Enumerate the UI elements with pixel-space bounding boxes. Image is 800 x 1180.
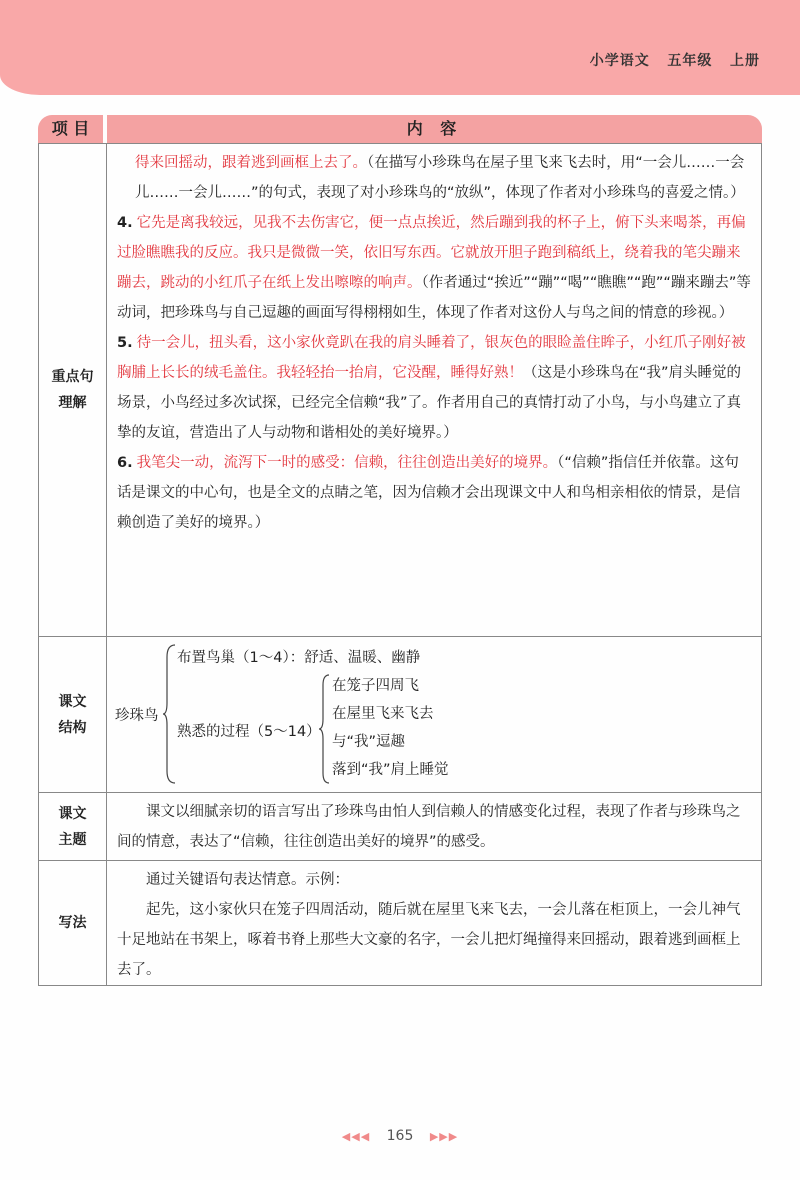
structure-root: 珍珠鸟 xyxy=(115,708,159,724)
left-arrows-icon: ◀◀◀ xyxy=(341,1130,371,1143)
row-theme xyxy=(39,792,761,860)
structure-sub-2: 在屋里飞来飞去 xyxy=(332,706,434,722)
subject: 小学语文 xyxy=(589,53,650,69)
row-label-writing: 写法 xyxy=(39,861,107,985)
continued-sentence: 得来回摇动，跟着逃到画框上去了。（在描写小珍珠鸟在屋子里飞来飞去时，用“一会儿……一会儿……一会儿……”的句式，表现了对小珍珠鸟的“放纵”，体现了作者对小珍珠鸟的喜爱之情。） xyxy=(135,155,745,201)
key-sentences-content xyxy=(107,144,761,636)
row-structure xyxy=(39,636,761,792)
row-key-sentences xyxy=(39,143,761,636)
brace-main xyxy=(163,643,177,785)
row-label-key-sentences: 重点句 理解 xyxy=(39,144,107,636)
brace-sub xyxy=(319,673,331,785)
right-arrows-icon: ▶▶▶ xyxy=(429,1130,459,1143)
structure-sub-4: 落到“我”肩上睡觉 xyxy=(332,762,449,778)
column-header-content: 内 容 xyxy=(107,115,762,143)
study-table xyxy=(38,115,762,986)
writing-intro: 通过关键语句表达情意。示例： xyxy=(146,872,349,888)
structure-diagram xyxy=(107,637,761,791)
sentence-5: 5. 待一会儿，扭头看，这小家伙竟趴在我的肩头睡着了，银灰色的眼睑盖住眸子，小红爪子刚好被胸脯上长长的绒毛盖住。我轻轻抬一抬肩，它没醒，睡得好熟！（这是小珍珠鸟在“我”肩头睡觉的场景，小鸟经过多次试探，已经完全信赖“我”了。作者用自己的真情打动了小鸟，与小鸟建立了真挚的友谊，营造出了人与动物和谐相处的美好境界。） xyxy=(117,335,746,441)
writing-content xyxy=(107,861,761,985)
row-label-structure: 课文 结构 xyxy=(39,637,107,792)
row-writing xyxy=(39,860,761,985)
column-header-item: 项 目 xyxy=(38,115,103,143)
sentence-6: 6. 我笔尖一动，流泻下一时的感受：信赖，往往创造出美好的境界。（“信赖”指信任并依靠。这句话是课文的中心句，也是全文的点睛之笔，因为信赖才会出现课文中人和鸟相亲相依的情景，是信赖创造了美好的境界。） xyxy=(117,455,741,531)
page-footer xyxy=(0,1128,800,1144)
grade: 五年级 xyxy=(667,53,713,69)
writing-example: 起先，这小家伙只在笼子四周活动，随后就在屋里飞来飞去，一会儿落在柜顶上，一会儿神气十足地站在书架上，啄着书脊上那些大文豪的名字，一会儿把灯绳撞得来回摇动，跟着逃到画框上去了。 xyxy=(117,902,741,978)
book-info xyxy=(590,50,760,70)
page-number: 165 xyxy=(386,1128,414,1144)
sentence-4: 4. 它先是离我较远，见我不去伤害它，便一点点挨近，然后蹦到我的杯子上，俯下头来喝茶，再偏过脸瞧瞧我的反应。我只是微微一笑，依旧写东西。它就放开胆子跑到稿纸上，绕着我的笔尖蹦来蹦去，跳动的小红爪子在纸上发出嚓嚓的响声。（作者通过“挨近”“蹦”“喝”“瞧瞧”“跑”“蹦来蹦去”等动词，把珍珠鸟与自己逗趣的画面写得栩栩如生，体现了作者对这份人与鸟之间的情意的珍视。） xyxy=(117,215,751,321)
volume: 上册 xyxy=(730,53,760,69)
header-band xyxy=(0,0,800,95)
structure-sub-3: 与“我”逗趣 xyxy=(332,734,406,750)
structure-branch-process: 熟悉的过程（5～14） xyxy=(177,724,321,740)
row-label-theme: 课文 主题 xyxy=(39,793,107,860)
structure-sub-1: 在笼子四周飞 xyxy=(332,678,419,694)
structure-branch-nest: 布置鸟巢（1～4）：舒适、温暖、幽静 xyxy=(177,650,421,666)
theme-content xyxy=(107,793,761,860)
table-header xyxy=(38,115,762,143)
theme-text: 课文以细腻亲切的语言写出了珍珠鸟由怕人到信赖人的情感变化过程，表现了作者与珍珠鸟之间的情意，表达了“信赖，往往创造出美好的境界”的感受。 xyxy=(117,804,741,850)
